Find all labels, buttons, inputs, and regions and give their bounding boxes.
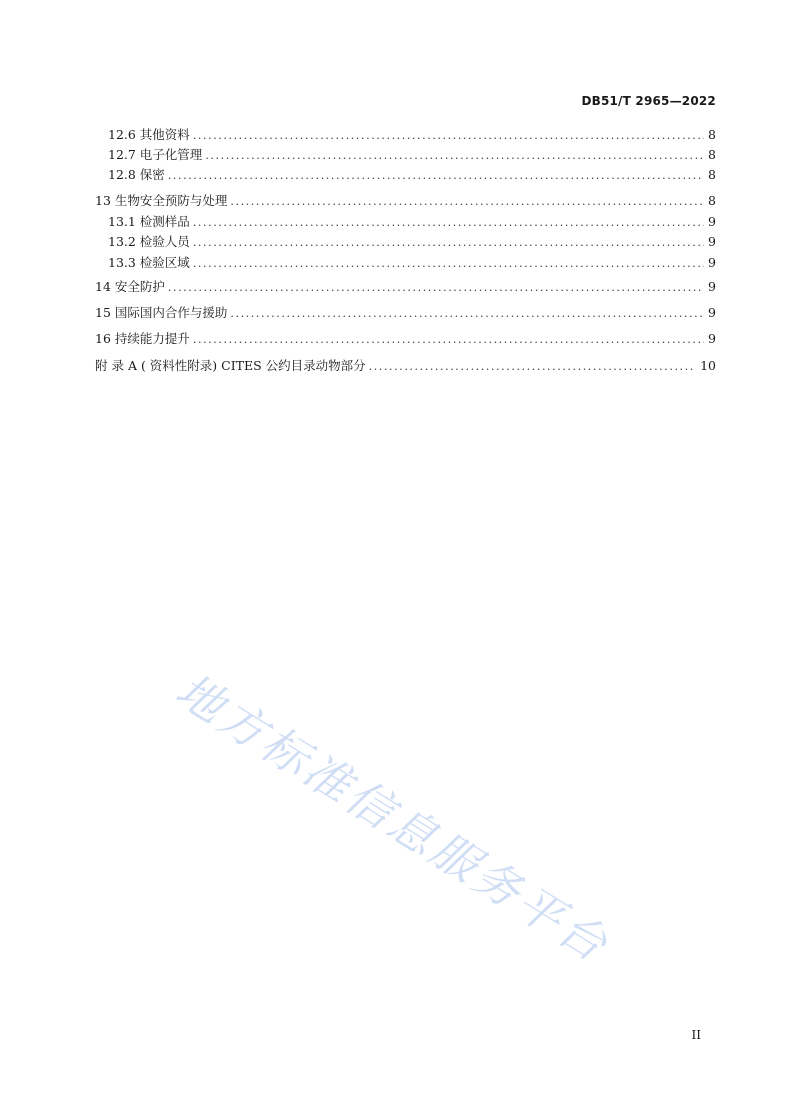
toc-entry-page: 8 (708, 193, 716, 208)
toc-entry-page: 8 (708, 147, 716, 162)
toc-leader-dots (193, 331, 704, 349)
toc-entry-12-6[interactable] (108, 126, 716, 144)
toc-leader-dots (230, 305, 704, 323)
toc-entry-label: 14 安全防护 (95, 279, 165, 294)
toc-entry-label: 13 生物安全预防与处理 (95, 193, 228, 208)
toc-leader-dots (168, 279, 704, 297)
toc-entry-page: 8 (708, 127, 716, 142)
toc-leader-dots (193, 127, 704, 145)
toc-entry-label: 12.7 电子化管理 (108, 147, 203, 162)
toc-entry-label: 13.1 检测样品 (108, 214, 190, 229)
toc-entry-page: 9 (708, 331, 716, 346)
toc-entry-12-8[interactable] (108, 166, 716, 184)
toc-entry-13-1[interactable] (108, 213, 716, 231)
toc-entry-page: 9 (708, 214, 716, 229)
toc-entry-label: 12.6 其他资料 (108, 127, 190, 142)
toc-leader-dots (168, 167, 704, 185)
page-number: II (691, 1028, 701, 1042)
toc-entry-16[interactable] (95, 330, 716, 348)
watermark: 地方标准信息服务平台 (166, 662, 620, 974)
standard-code: DB51/T 2965—2022 (581, 94, 716, 108)
toc-entry-label: 15 国际国内合作与援助 (95, 305, 228, 320)
toc-entry-label: 13.3 检验区域 (108, 255, 190, 270)
toc-entry-label: 12.8 保密 (108, 167, 165, 182)
toc-entry-page: 9 (708, 234, 716, 249)
toc-entry-page: 8 (708, 167, 716, 182)
toc-entry-13-2[interactable] (108, 233, 716, 251)
toc-entry-page: 9 (708, 305, 716, 320)
toc-entry-13[interactable] (95, 192, 716, 210)
toc-entry-14[interactable] (95, 278, 716, 296)
toc-entry-label: 16 持续能力提升 (95, 331, 190, 346)
toc-entry-appendix-a[interactable] (95, 357, 716, 375)
toc-entry-12-7[interactable] (108, 146, 716, 164)
toc-entry-page: 9 (708, 255, 716, 270)
toc-leader-dots (193, 234, 704, 252)
toc-entry-label: 附 录 A ( 资料性附录) CITES 公约目录动物部分 (95, 358, 366, 373)
toc-leader-dots (193, 255, 704, 273)
toc-leader-dots (230, 193, 704, 211)
toc-entry-15[interactable] (95, 304, 716, 322)
toc-entry-label: 13.2 检验人员 (108, 234, 190, 249)
toc-entry-page: 9 (708, 279, 716, 294)
toc-leader-dots (193, 214, 704, 232)
toc-entry-page: 10 (700, 358, 716, 373)
toc-leader-dots (205, 147, 704, 165)
toc-leader-dots (369, 358, 696, 376)
toc-entry-13-3[interactable] (108, 254, 716, 272)
